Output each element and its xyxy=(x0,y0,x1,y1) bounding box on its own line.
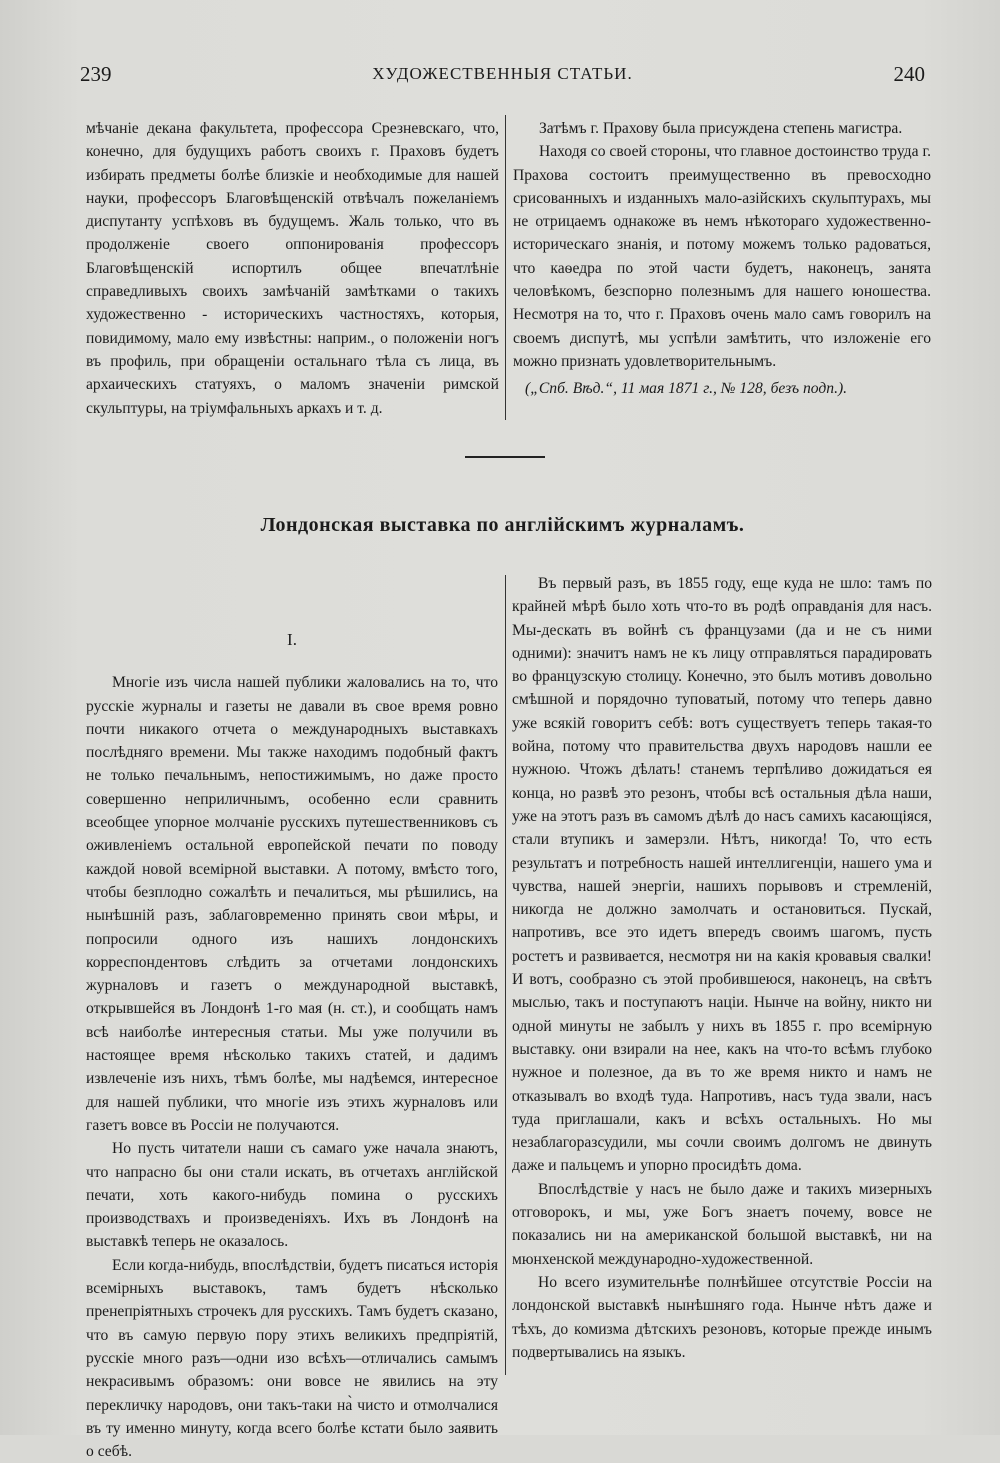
column-divider xyxy=(505,575,506,1375)
paragraph: Затѣмъ г. Прахову была присуждена степень магистра. xyxy=(539,120,903,137)
paragraph: Находя со своей стороны, что главное достоинство труда г. Прахова состоитъ преимущественно въ превосходно срисованныхъ и изданныхъ мало-азійскихъ скульптурахъ, мы не отрицаемъ однакоже въ немъ нѣкотораго художественно-историческаго знанія, и потому можемъ только радоваться, что каѳедра по этой части будетъ, наконецъ, занята человѣкомъ, безспорно полезнымъ для нашего юношества. Несмотря на то, что г. Праховъ очень мало самъ говорилъ на своемъ диспутѣ, мы успѣли замѣтить, что изложеніе его можно признать удовлетворительнымъ. xyxy=(513,143,931,370)
page-number-left: 239 xyxy=(80,62,112,86)
paragraph: Но всего изумительнѣе полнѣйшее отсутствіе Россіи на лондонской выставкѣ нынѣшняго года. Нынче нѣтъ даже и тѣхъ, до комизма дѣтскихъ резоновъ, которые прежде инымъ подвертывались на языкъ. xyxy=(512,1273,932,1361)
part-number: I. xyxy=(287,630,297,649)
page-number-right: 240 xyxy=(893,62,925,86)
paragraph: Если когда-нибудь, впослѣдствіи, будетъ писаться исторія всемірныхъ выставокъ, тамъ будетъ нѣсколько пренепріятныхъ строчекъ для русскихъ. Тамъ будетъ сказано, что въ самую первую пору этихъ великихъ предпріятій, русскіе много разъ—одни изо всѣхъ—отличались самымъ некрасивымъ образомъ: они вовсе не явились на эту перекличку народовъ, они такъ-таки на̀ чисто и отмолчалися въ ту именно минуту, когда всего болѣе кстати было заявить о себѣ. xyxy=(86,1256,498,1461)
paragraph: Но пусть читатели наши съ самаго уже начала знаютъ, что напрасно бы они стали искать, въ отчетахъ англійской печати, хоть какого-нибудь помина о русскихъ производствахъ и произведеніяхъ. Ихъ въ Лондонѣ на выставкѣ теперь не оказалось. xyxy=(86,1140,498,1251)
paragraph: Впослѣдствіе у насъ не было даже и такихъ мизерныхъ отговорокъ, и мы, уже Богъ знаетъ почему, вовсе не показались ни на американской большой выставкѣ, ни на мюнхенской международно-художественной. xyxy=(512,1180,932,1268)
column-top-left xyxy=(86,117,499,420)
column-bottom-left xyxy=(86,628,498,1463)
running-title: ХУДОЖЕСТВЕННЫЯ СТАТЬИ. xyxy=(372,64,633,83)
column-top-right xyxy=(513,117,931,401)
paragraph: Многіе изъ числа нашей публики жаловались на то, что русскіе журналы и газеты не давали въ свое время ровно почти никакого отчета о международныхъ выставкахъ послѣдняго времени. Мы также находимъ подобный фактъ не только печальнымъ, непостижимымъ, но даже просто совершенно неприличнымъ, особенно если сравнить всеобщее упорное молчаніе русскихъ путешественниковъ съ оживленіемъ остальной европейской печати по поводу каждой новой всемірной выставки. А потому, вмѣсто того, чтобы безплодно сожалѣть и печалиться, мы рѣшились, на нынѣшній разъ, заблаговременно принять свои мѣры, и попросили одного изъ нашихъ лондонскихъ корреспондентовъ слѣдить за отчетами лондонскихъ журналовъ и газетъ о международной выставкѣ, открывшейся въ Лондонѣ 1-го мая (н. ст.), и сообщать намъ всѣ наиболѣе интересныя статьи. Мы уже получили въ настоящее время нѣсколько такихъ статей, и дадимъ извлеченіе изъ нихъ, тѣмъ болѣе, мы надѣемся, интересное для нашей публики, что многіе изъ этихъ журналовъ или газетъ вовсе въ Россіи не получаются. xyxy=(86,674,498,1134)
paragraph: мѣчаніе декана факультета, профессора Срезневскаго, что, конечно, для будущихъ работъ своихъ г. Праховъ будетъ избирать предметы болѣе близкіе и необходимые для нашей науки, профессоръ Благовѣщенскій отвѣчалъ пожеланіемъ диспутанту успѣховъ въ будущемъ. Жаль только, что въ продолженіе своего оппонированія профессоръ Благовѣщенскій испортилъ общее впечатлѣніе справедливыхъ своихъ замѣчаній замѣтками о такихъ художественно - историческихъ частностяхъ, которыя, повидимому, мало ему извѣстны: наприм., о положеніи ногъ въ профиль, при обращеніи остальнаго тѣла съ лица, въ архаическихъ статуяхъ, о маломъ значеніи римской скульптуры, на тріумфальныхъ аркахъ и т. д. xyxy=(86,120,499,417)
column-bottom-right xyxy=(512,572,932,1364)
column-divider xyxy=(505,115,506,420)
running-head xyxy=(80,62,925,88)
article-title: Лондонская выставка по англійскимъ журналамъ. xyxy=(260,514,745,536)
citation: („Спб. Вѣд.“, 11 мая 1871 г., № 128, безъ подп.). xyxy=(525,380,848,398)
section-divider xyxy=(465,456,545,458)
paragraph: Въ первый разъ, въ 1855 году, еще куда не шло: тамъ по крайней мѣрѣ было хоть что-то въ родѣ оправданія для насъ. Мы-дескать въ войнѣ съ французами (да и не съ ними одними): значитъ намъ не къ лицу отправляться парадировать во французскую столицу. Конечно, это былъ мотивъ довольно смѣшной и порядочно туповатый, потому что теперь давно уже всякій говоритъ себѣ: вотъ существуетъ теперь такая-то война, потому что правительства двухъ народовъ нашли ее нужною. Чтожъ дѣлать! станемъ терпѣливо дожидаться ея конца, но развѣ это резонъ, чтобы всѣ остальныя дѣла наши, уже на этотъ разъ въ самомъ дѣлѣ до насъ самихъ касающіяся, стали втупикъ и замерзли. Нѣтъ, никогда! То, что есть результатъ и потребность нашей интеллигенціи, нашего ума и чувства, нашей энергіи, нашихъ порывовъ и стремленій, никогда не должно замолчать и остановиться. Пускай, напротивъ, все это идетъ впередъ своимъ шагомъ, пусть ростетъ и развивается, несмотря ни на какія кровавыя свалки! И вотъ, сообразно съ этой пробившеюся, наконецъ, на свѣтъ мыслью, такъ и поступаютъ націи. Нынче на войну, никто ни одной минуты не забылъ у нихъ въ 1855 г. про всемірную выставку. они взирали на нее, какъ на что-то всѣмъ глубоко нужное и полезное, да въ то же время никто и намъ не отказывалъ во входѣ туда. Напротивъ, насъ туда звали, насъ туда приглашали, какъ и всѣхъ остальныхъ. Но мы незаблагоразсудили, мы сочли своимъ долгомъ не двинуть даже и пальцемъ и упорно просидѣть дома. xyxy=(512,575,932,1175)
